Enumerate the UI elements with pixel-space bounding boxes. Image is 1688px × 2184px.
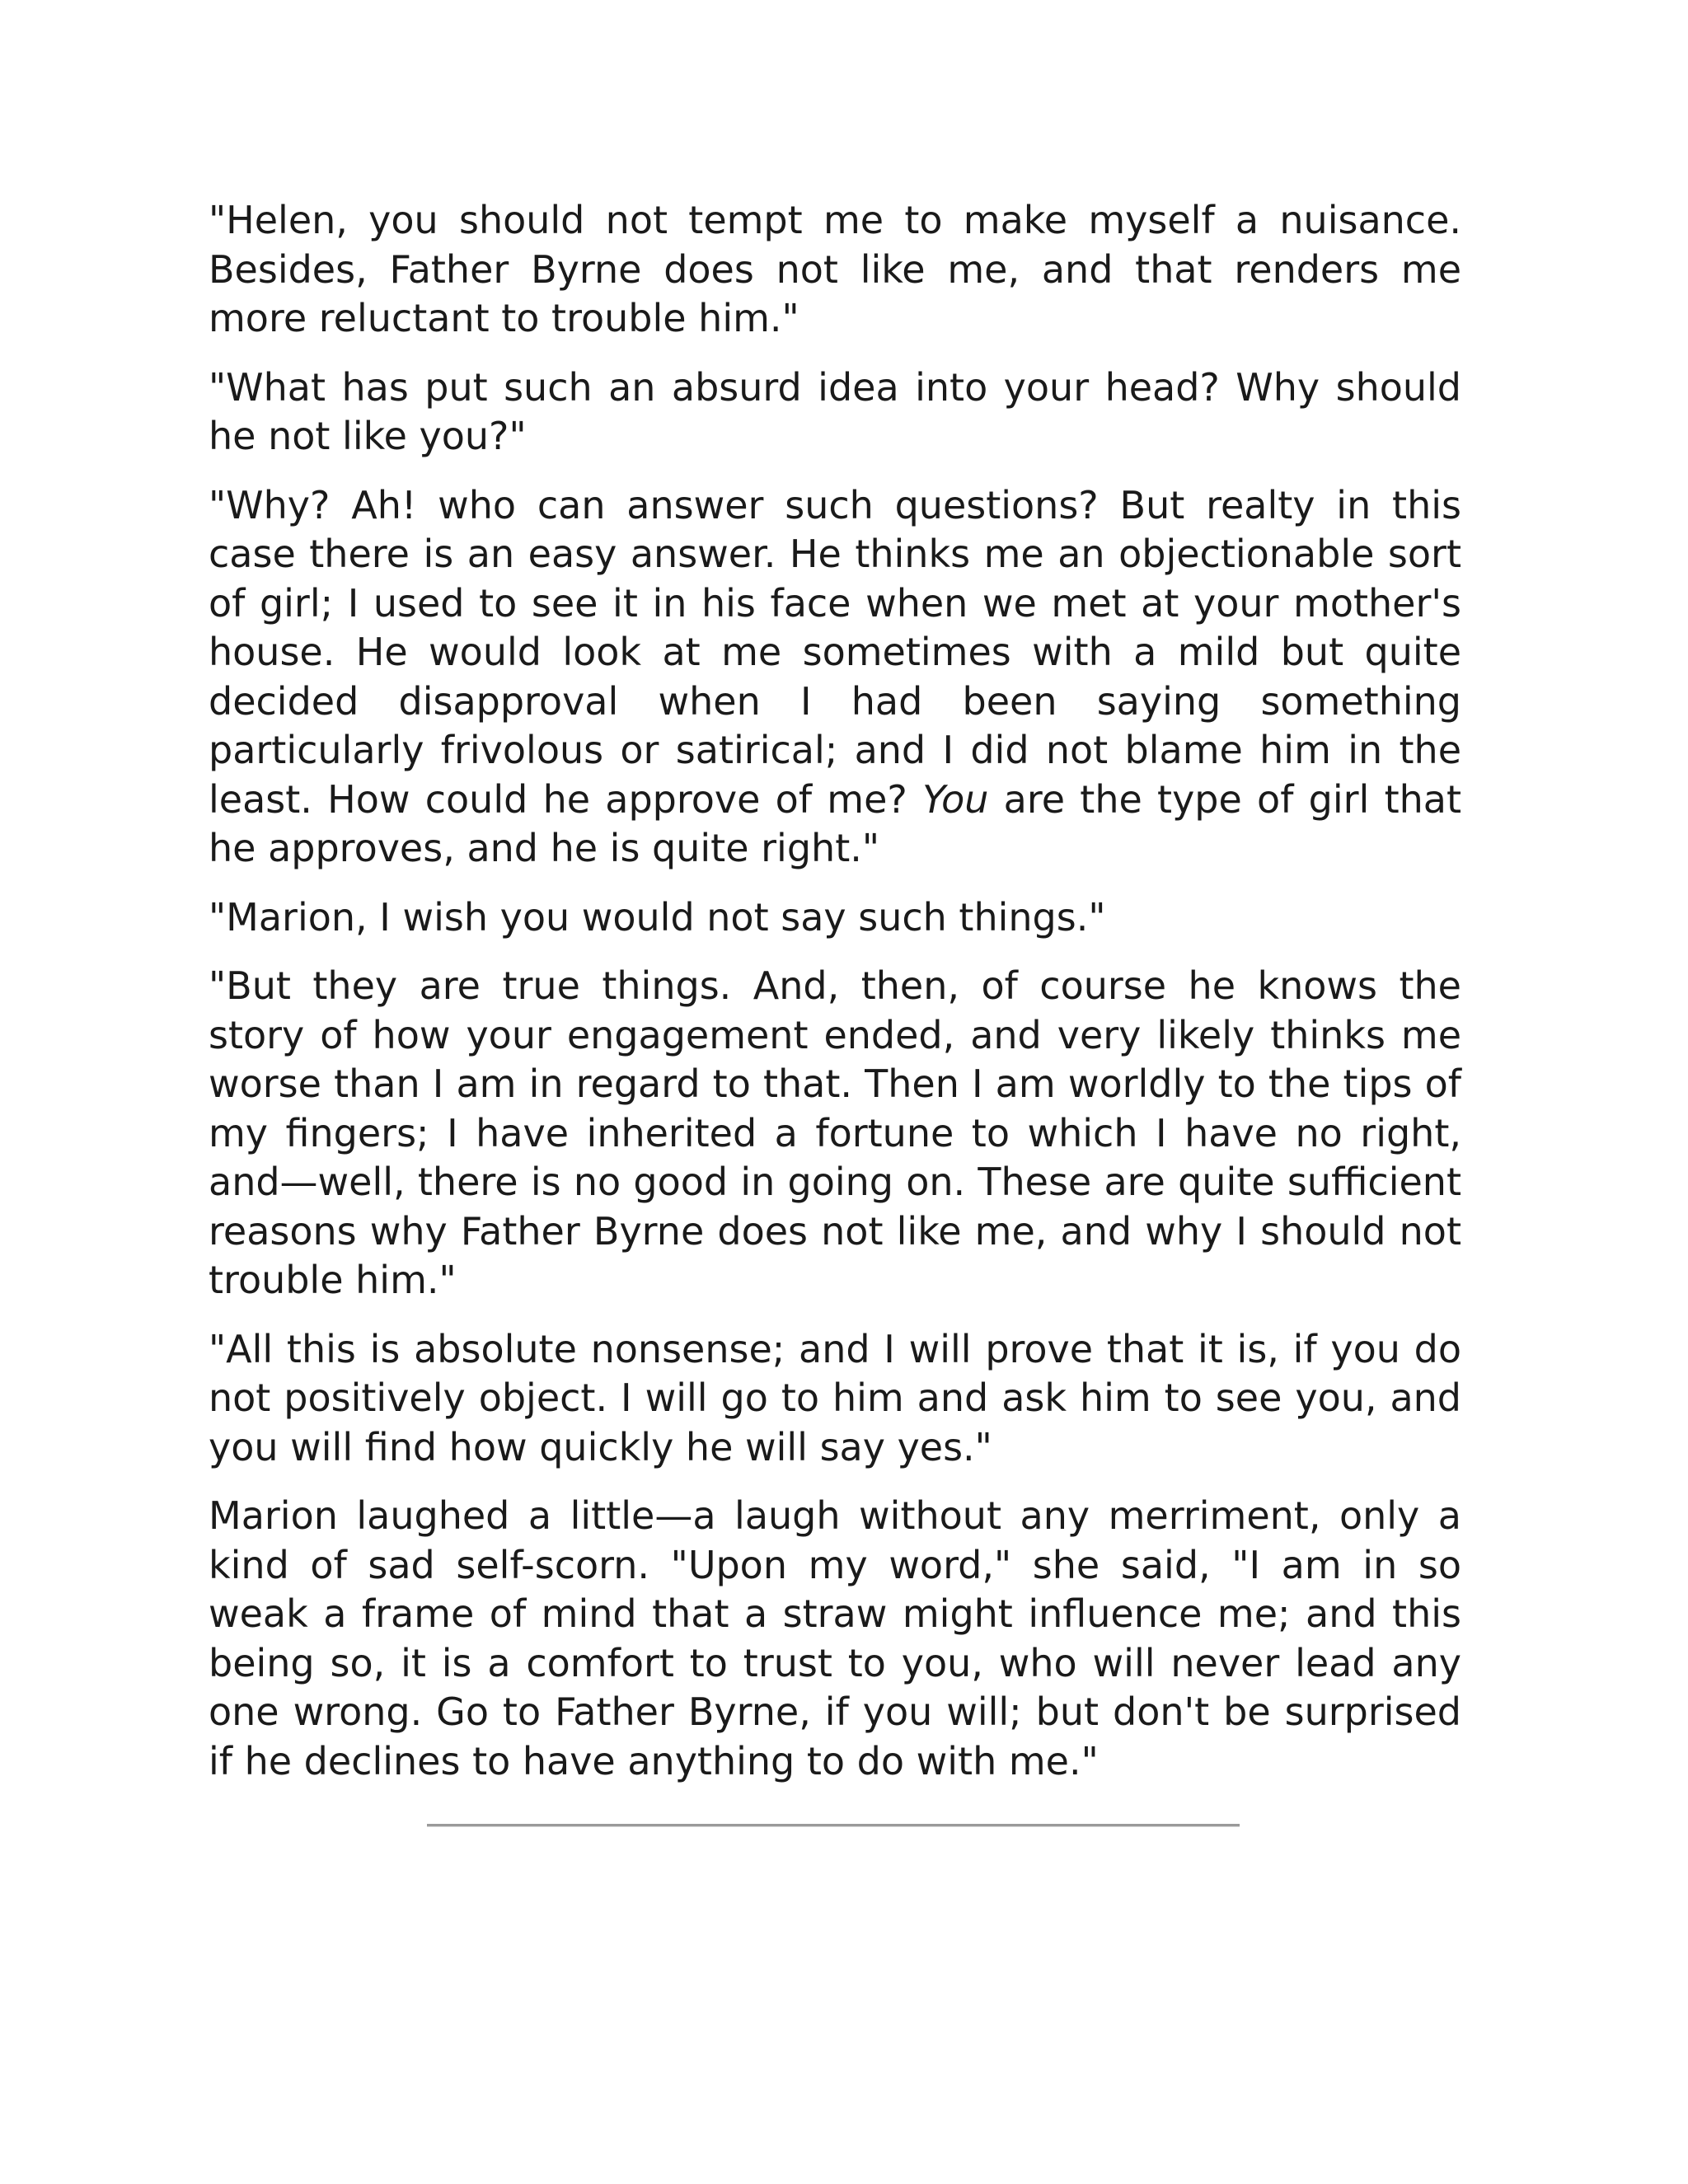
paragraph-text: "Helen, you should not tempt me to make myself a nuisance. Besides, Father Byrne does not like me, and that renders me more reluctant to trouble him." [209, 198, 1461, 340]
page-body [209, 196, 1461, 1786]
paragraph [209, 962, 1461, 1305]
paragraph [209, 1492, 1461, 1786]
paragraph-text: Marion laughed a little—a laugh without any merriment, only a kind of sad self-scorn. "Upon my word," she said, "I am in so weak a frame of mind that a straw might influence me; and this being so, it is a comfort to trust to you, who will never lead any one wrong. Go to Father Byrne, if you will; but don't be surprised if he declines to have anything to do with me." [209, 1493, 1461, 1783]
paragraph [209, 196, 1461, 344]
paragraph-text: "But they are true things. And, then, of course he knows the story of how your engagement ended, and very likely thinks me worse than I am in regard to that. Then I am worldly to the tips of my fingers; I have inherited a fortune to which I have no right, and—well, there is no good in going on. These are quite sufficient reasons why Father Byrne does not like me, and why I should not trouble him." [209, 963, 1461, 1302]
paragraph [209, 481, 1461, 874]
section-divider [427, 1824, 1240, 1826]
paragraph-text: "Why? Ah! who can answer such questions? But realty in this case there is an easy answer. He thinks me an objectionable sort of girl; I used to see it in his face when we met at your mother's house. He would look at me sometimes with a mild but quite decided disapproval when I had been saying something particularly frivolous or satirical; and I did not blame him in the least. How could he approve of me? [209, 482, 1461, 822]
paragraph-text: "All this is absolute nonsense; and I will prove that it is, if you do not positively object. I will go to him and ask him to see you, and you will find how quickly he will say yes." [209, 1326, 1461, 1469]
paragraph [209, 893, 1461, 943]
paragraph-text: are the type of girl that he approves, and he is quite right." [209, 776, 1461, 870]
paragraph-text: "What has put such an absurd idea into your head? Why should he not like you?" [209, 364, 1461, 458]
paragraph [209, 1325, 1461, 1473]
paragraph [209, 363, 1461, 462]
paragraph-text: "Marion, I wish you would not say such things." [209, 894, 1106, 940]
emphasis-text: You [922, 776, 989, 822]
